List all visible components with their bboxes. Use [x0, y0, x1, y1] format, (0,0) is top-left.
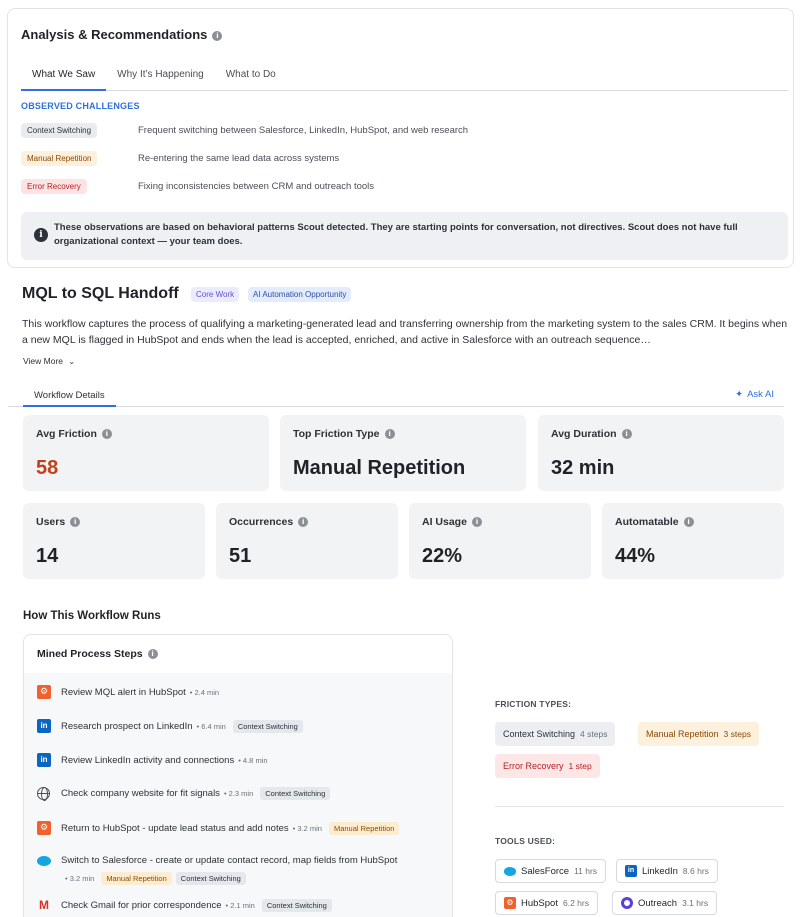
- metric-label: Users: [36, 516, 66, 528]
- ai-usage-value: 22%: [422, 545, 463, 567]
- hubspot-icon: ⚙: [37, 821, 51, 835]
- step-text: Check Gmail for prior correspondence: [61, 899, 222, 911]
- tool-chip-outreach[interactable]: Outreach 3.1 hrs: [612, 891, 717, 915]
- view-more-button[interactable]: View More ⌄: [23, 356, 76, 366]
- info-circle-icon: i: [34, 228, 48, 242]
- occurrences-value: 51: [229, 545, 252, 567]
- divider: [495, 806, 784, 807]
- info-icon[interactable]: i: [472, 517, 482, 527]
- mined-process-steps-card: [23, 634, 453, 917]
- workflow-title: MQL to SQL Handoff: [22, 285, 179, 302]
- top-friction-type-card: [280, 415, 526, 491]
- linkedin-icon: in: [37, 719, 51, 733]
- process-step[interactable]: [37, 787, 330, 800]
- process-step[interactable]: [37, 719, 303, 733]
- process-step[interactable]: [37, 685, 219, 699]
- users-card: [23, 503, 205, 579]
- steps-card-title: Mined Process Steps: [37, 648, 143, 660]
- friction-tag: Manual Repetition: [329, 822, 399, 835]
- info-icon[interactable]: i: [212, 31, 222, 41]
- avg-duration-card: [538, 415, 784, 491]
- info-icon[interactable]: i: [70, 517, 80, 527]
- steps-list: [24, 673, 453, 917]
- process-step-meta: [61, 872, 246, 885]
- automatable-value: 44%: [615, 545, 656, 567]
- linkedin-icon: in: [625, 865, 637, 877]
- step-text: Review MQL alert in HubSpot: [61, 686, 186, 698]
- observed-challenges-label: OBSERVED CHALLENGES: [21, 101, 140, 111]
- step-text: Review LinkedIn activity and connections: [61, 754, 235, 766]
- workflow-description: This workflow captures the process of qualifying a marketing-generated lead and transferring ownership from the marketing system to the sales CRM. It begins when a new MQL is flagged in HubSpot and ends when the lead is accepted, enriched, and active in Salesforce with an outreach sequence…: [22, 318, 788, 346]
- info-icon[interactable]: i: [298, 517, 308, 527]
- step-duration: • 4.8 min: [238, 755, 268, 765]
- step-duration: • 2.4 min: [189, 687, 220, 697]
- friction-tag: Context Switching: [260, 787, 330, 800]
- metric-label: AI Usage: [422, 516, 467, 528]
- tab-workflow-details[interactable]: Workflow Details: [23, 386, 116, 407]
- step-duration: • 3.2 min: [292, 823, 322, 833]
- friction-tag: Context Switching: [262, 899, 332, 912]
- process-step[interactable]: [37, 821, 399, 835]
- ai-usage-card: [409, 503, 591, 579]
- tool-chip-salesforce[interactable]: SalesForce 11 hrs: [495, 859, 606, 883]
- top-friction-type-value: Manual Repetition: [293, 457, 466, 479]
- chevron-down-icon: ⌄: [68, 357, 76, 366]
- process-step[interactable]: [37, 753, 268, 767]
- gmail-icon: M: [39, 898, 49, 912]
- friction-tag: Context Switching: [176, 872, 246, 885]
- globe-icon: [37, 787, 50, 800]
- friction-type-chip[interactable]: Manual Repetition 3 steps: [638, 722, 759, 746]
- metric-label: Occurrences: [229, 516, 294, 528]
- tool-chip-linkedin[interactable]: in LinkedIn 8.6 hrs: [616, 859, 718, 883]
- tool-chip-hubspot[interactable]: ⚙ HubSpot 6.2 hrs: [495, 891, 598, 915]
- step-text: Research prospect on LinkedIn: [61, 720, 193, 732]
- analysis-tabs: [21, 65, 788, 91]
- challenge-tag: Error Recovery: [21, 179, 87, 194]
- challenge-row: [21, 178, 781, 194]
- tab-what-to-do[interactable]: What to Do: [225, 69, 276, 80]
- outreach-icon: [621, 897, 633, 909]
- friction-types-label: FRICTION TYPES:: [495, 699, 572, 709]
- challenge-text: Re-entering the same lead data across systems: [138, 152, 340, 164]
- ask-ai-button[interactable]: ✦ Ask AI: [735, 389, 774, 400]
- step-duration: • 2.1 min: [225, 900, 255, 910]
- salesforce-icon: [37, 856, 51, 866]
- step-text: Check company website for fit signals: [61, 788, 220, 799]
- step-text: Switch to Salesforce - create or update contact record, map fields from HubSpot: [61, 855, 398, 866]
- challenge-tag: Manual Repetition: [21, 151, 97, 166]
- info-icon[interactable]: i: [385, 429, 395, 439]
- users-value: 14: [36, 545, 59, 567]
- occurrences-card: [216, 503, 398, 579]
- challenge-text: Frequent switching between Salesforce, LinkedIn, HubSpot, and web research: [138, 124, 469, 136]
- observation-note-text: These observations are based on behavioral patterns Scout detected. They are starting points for conversation, not directives. Scout does not have full organizational context — your team does.: [54, 222, 738, 247]
- metric-label: Avg Friction: [36, 428, 97, 440]
- tab-why-its-happening[interactable]: Why It’s Happening: [117, 69, 204, 80]
- avg-duration-value: 32 min: [551, 457, 615, 479]
- metric-label: Top Friction Type: [293, 428, 380, 440]
- automatable-card: [602, 503, 784, 579]
- challenge-text: Fixing inconsistencies between CRM and outreach tools: [138, 180, 375, 192]
- step-duration: • 3.2 min: [65, 874, 95, 883]
- step-duration: • 6.4 min: [196, 721, 226, 731]
- tools-used-label: TOOLS USED:: [495, 836, 556, 846]
- info-icon[interactable]: i: [622, 429, 632, 439]
- challenge-row: [21, 122, 781, 138]
- salesforce-icon: [504, 867, 516, 876]
- workflow-tabs: [8, 386, 784, 407]
- challenge-row: [21, 150, 781, 166]
- process-step[interactable]: [37, 898, 332, 912]
- friction-tag: Context Switching: [233, 720, 303, 733]
- analysis-title: Analysis & Recommendations i: [21, 27, 222, 42]
- avg-friction-value: 58: [36, 457, 59, 479]
- friction-tag: Manual Repetition: [101, 872, 171, 885]
- info-icon[interactable]: i: [102, 429, 112, 439]
- hubspot-icon: ⚙: [37, 685, 51, 699]
- ai-automation-badge: AI Automation Opportunity: [248, 287, 351, 302]
- info-icon[interactable]: i: [684, 517, 694, 527]
- metric-label: Automatable: [615, 516, 679, 528]
- sparkle-icon: ✦: [735, 389, 744, 400]
- step-text: Return to HubSpot - update lead status and add notes: [61, 822, 289, 834]
- challenge-tag: Context Switching: [21, 123, 97, 138]
- linkedin-icon: in: [37, 753, 51, 767]
- observation-note: [21, 212, 788, 260]
- process-step[interactable]: [37, 855, 397, 866]
- section-title: How This Workflow Runs: [23, 610, 161, 622]
- analysis-card: [7, 8, 794, 268]
- avg-friction-card: [23, 415, 269, 491]
- metric-label: Avg Duration: [551, 428, 617, 440]
- friction-type-chip[interactable]: Context Switching 4 steps: [495, 722, 615, 746]
- friction-type-chip[interactable]: Error Recovery 1 step: [495, 754, 600, 778]
- info-icon[interactable]: i: [148, 649, 158, 659]
- step-duration: • 2.3 min: [223, 789, 254, 798]
- hubspot-icon: ⚙: [504, 897, 516, 909]
- tab-what-we-saw[interactable]: What We Saw: [21, 65, 106, 91]
- core-work-badge: Core Work: [191, 287, 239, 302]
